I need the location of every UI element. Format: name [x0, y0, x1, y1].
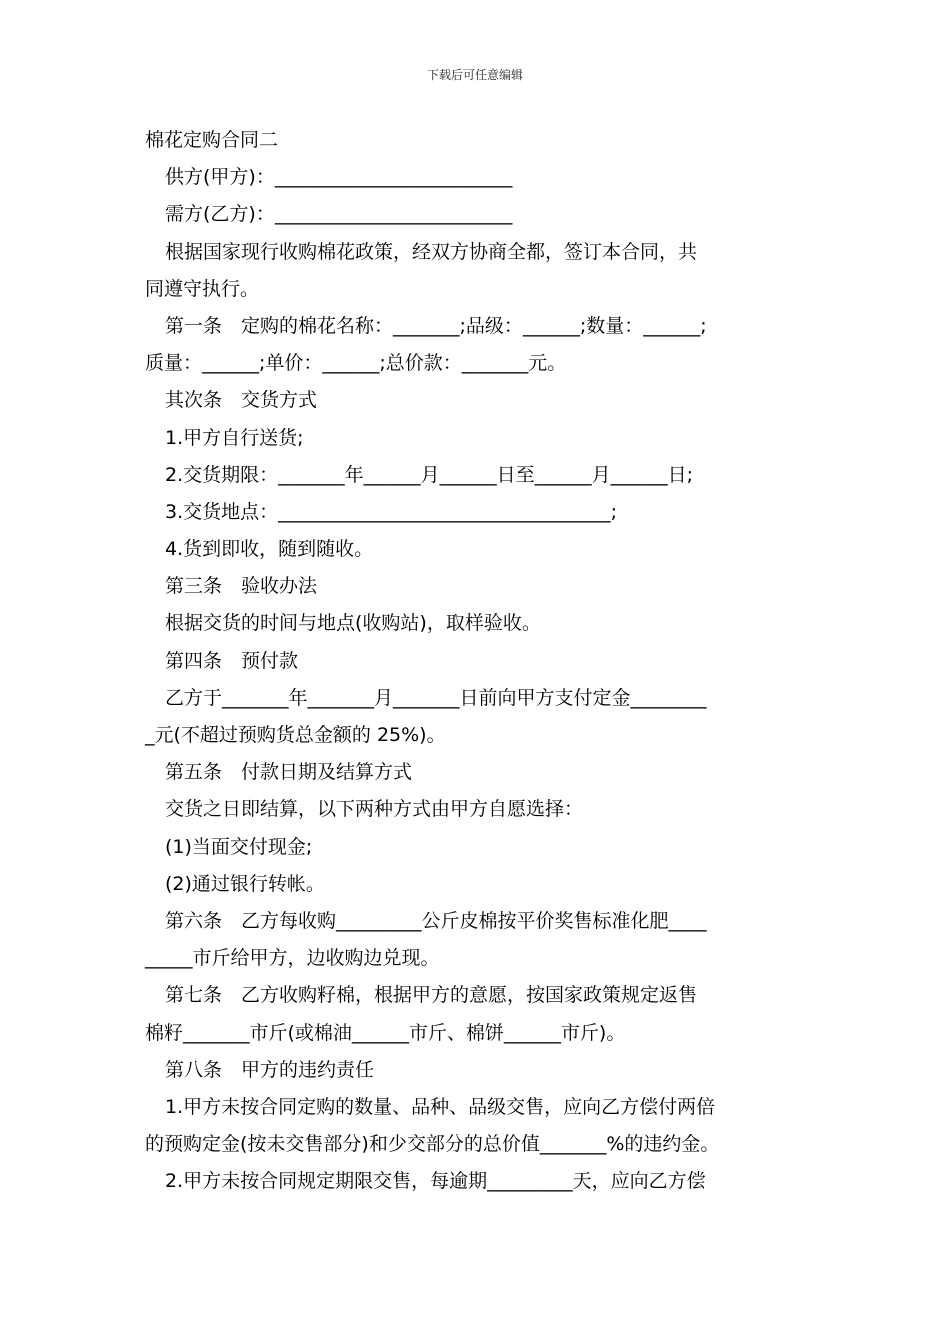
contract-line: 2.甲方未按合同规定期限交售，每逾期_________天，应向乙方偿 [165, 1170, 706, 1193]
contract-line: 棉花定购合同二 [145, 129, 279, 151]
contract-line: 1.甲方未按合同定购的数量、品种、品级交售，应向乙方偿付两倍 [165, 1095, 716, 1118]
contract-line: 同遵守执行。 [145, 277, 260, 300]
contract-line: 棉籽_______市斤(或棉油______市斤、棉饼______市斤)。 [145, 1021, 626, 1044]
contract-line: 供方(甲方)：_________________________ [165, 166, 513, 189]
contract-line: 根据交货的时间与地点(收购站)，取样验收。 [165, 612, 541, 635]
contract-body [145, 122, 810, 1200]
contract-line: 其次条 交货方式 [165, 389, 318, 412]
contract-line: 第三条 验收办法 [165, 575, 318, 598]
contract-line: 第八条 甲方的违约责任 [165, 1058, 375, 1081]
contract-line: 第七条 乙方收购籽棉，根据甲方的意愿，按国家政策规定返售 [165, 984, 698, 1007]
contract-line: 乙方于_______年_______月_______日前向甲方支付定金________ [165, 686, 707, 709]
contract-line: 1.甲方自行送货; [165, 426, 304, 449]
contract-line: 4.货到即收，随到随收。 [165, 538, 374, 561]
contract-line: _____市斤给甲方，边收购边兑现。 [145, 947, 440, 970]
page-header-note: 下载后可任意编辑 [426, 68, 523, 82]
contract-line: 交货之日即结算，以下两种方式由甲方自愿选择： [165, 798, 584, 821]
contract-line: (1)当面交付现金; [165, 835, 313, 858]
contract-line: 质量：______;单价：______;总价款：_______元。 [145, 352, 567, 375]
contract-line: 2.交货期限：_______年______月______日至______月______日; [165, 463, 694, 486]
contract-line: 第四条 预付款 [165, 649, 299, 672]
contract-line: 第一条 定购的棉花名称：_______;品级：______;数量：______; [165, 314, 707, 337]
contract-line: 需方(乙方)：_________________________ [165, 203, 513, 226]
contract-line: 第五条 付款日期及结算方式 [165, 761, 413, 784]
contract-line: 第六条 乙方每收购_________公斤皮棉按平价奖售标准化肥____ [165, 909, 707, 932]
contract-line: 的预购定金(按未交售部分)和少交部分的总价值_______%的违约金。 [145, 1133, 720, 1156]
contract-line: _元(不超过预购货总金额的 25%)。 [145, 724, 446, 746]
contract-line: (2)通过银行转帐。 [165, 872, 325, 895]
contract-line: 根据国家现行收购棉花政策，经双方协商全都，签订本合同，共 [165, 240, 698, 263]
contract-line: 3.交货地点：___________________________________; [165, 500, 618, 523]
